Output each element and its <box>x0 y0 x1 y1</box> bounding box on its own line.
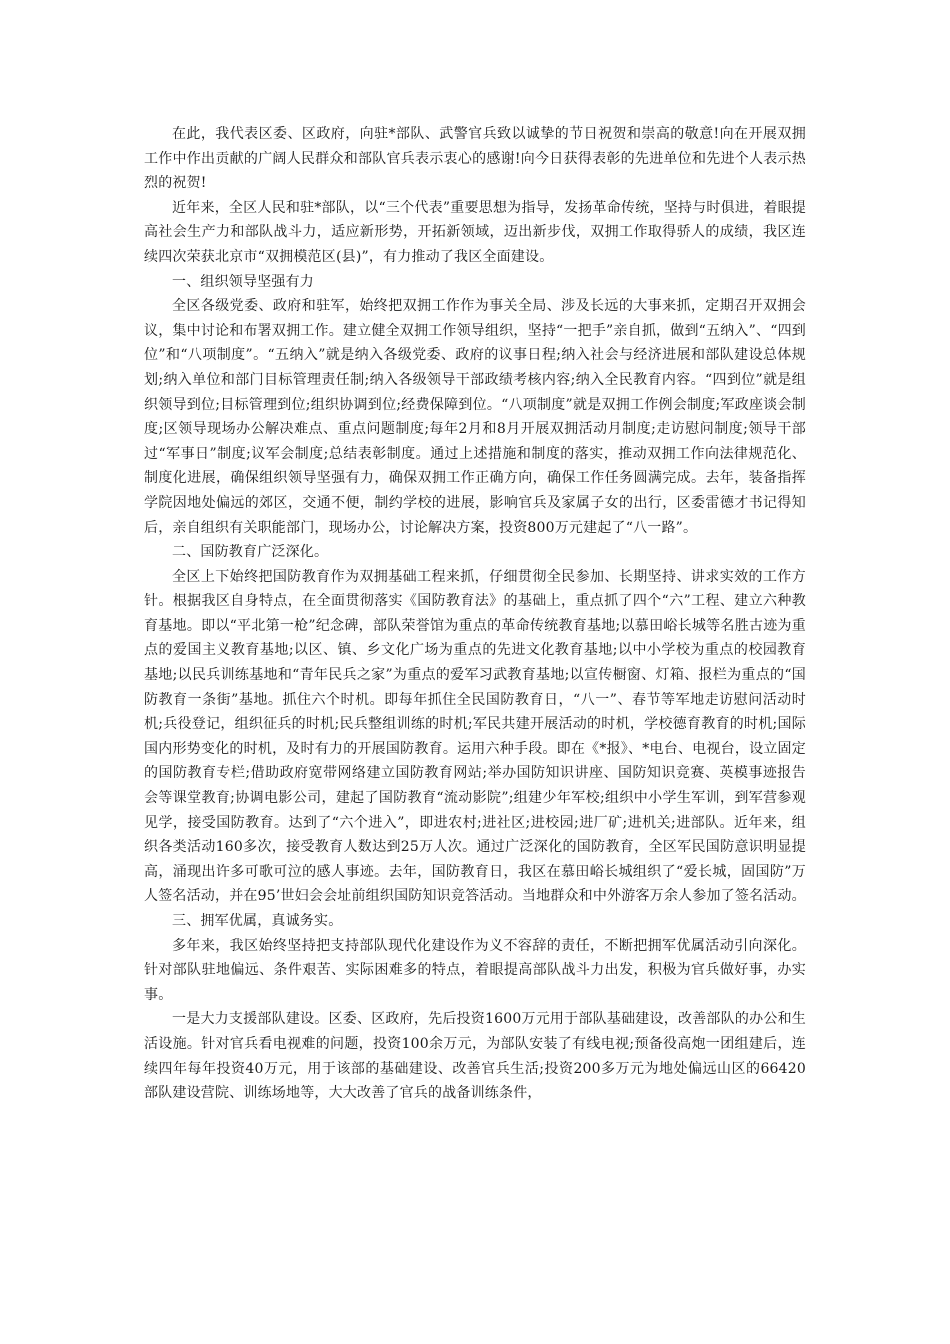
paragraph: 多年来，我区始终坚持把支持部队现代化建设作为义不容辞的责任，不断把拥军优属活动引向深化。针对部队驻地偏远、条件艰苦、实际困难多的特点，着眼提高部队战斗力出发，积极为官兵做好事，办实事。 <box>144 937 806 1003</box>
document-body <box>144 122 806 1106</box>
paragraph: 在此，我代表区委、区政府，向驻*部队、武警官兵致以诚挚的节日祝贺和崇高的敬意!向在开展双拥工作中作出贡献的广阔人民群众和部队官兵表示衷心的感谢!向今日获得表彰的先进单位和先进个人表示热烈的祝贺! <box>144 126 806 192</box>
paragraph: 一是大力支援部队建设。区委、区政府，先后投资1600万元用于部队基础建设，改善部队的办公和生活设施。针对官兵看电视难的问题，投资100余万元，为部队安装了有线电视;预备役高炮一团组建后，连续四年每年投资40万元，用于该部的基础建设、改善官兵生活;投资200多万元为地处偏远山区的66420部队建设营院、训练场地等，大大改善了官兵的战备训练条件， <box>144 1011 806 1102</box>
paragraph: 全区上下始终把国防教育作为双拥基础工程来抓，仔细贯彻全民参加、长期坚持、讲求实效的工作方针。根据我区自身特点，在全面贯彻落实《国防教育法》的基础上，重点抓了四个“六”工程、建立六种教育基地。即以“平北第一枪”纪念碑，部队荣誉馆为重点的革命传统教育基地;以慕田峪长城等名胜古迹为重点的爱国主义教育基地;以区、镇、乡文化广场为重点的先进文化教育基地;以中小学校为重点的校园教育基地;以民兵训练基地和“青年民兵之家”为重点的爱军习武教育基地;以宣传橱窗、灯箱、报栏为重点的“国防教育一条街”基地。抓住六个时机。即每年抓住全民国防教育日，“八一”、春节等军地走访慰问活动时机;兵役登记，组织征兵的时机;民兵整组训练的时机;军民共建开展活动的时机，学校德育教育的时机;国际国内形势变化的时机，及时有力的开展国防教育。运用六种手段。即在《*报》、*电台、电视台，设立固定的国防教育专栏;借助政府宽带网络建立国防教育网站;举办国防知识讲座、国防知识竞赛、英模事迹报告会等课堂教育;协调电影公司，建起了国防教育“流动影院”;组建少年军校;组织中小学生军训，到军营参观见学，接受国防教育。达到了“六个进入”，即进农村;进社区;进校园;进厂矿;进机关;进部队。近年来，组织各类活动160多次，接受教育人数达到25万人次。通过广泛深化的国防教育，全区军民国防意识明显提高，涌现出许多可歌可泣的感人事迹。去年，国防教育日，我区在慕田峪长城组织了“爱长城，固国防”万人签名活动，并在95’世妇会会址前组织国防知识竞答活动。当地群众和中外游客万余人参加了签名活动。 <box>144 568 806 905</box>
paragraph: 全区各级党委、政府和驻军，始终把双拥工作作为事关全局、涉及长远的大事来抓，定期召开双拥会议，集中讨论和布署双拥工作。建立健全双拥工作领导组织，坚持“一把手”亲自抓，做到“五纳入”、“四到位”和“八项制度”。“五纳入”就是纳入各级党委、政府的议事日程;纳入社会与经济进展和部队建设总体规划;纳入单位和部门目标管理责任制;纳入各级领导干部政绩考核内容;纳入全民教育内容。“四到位”就是组织领导到位;目标管理到位;组织协调到位;经费保障到位。“八项制度”就是双拥工作例会制度;军政座谈会制度;区领导现场办公解决难点、重点问题制度;每年2月和8月开展双拥活动月制度;走访慰问制度;领导干部过“军事日”制度;议军会制度;总结表彰制度。通过上述措施和制度的落实，推动双拥工作向法律规范化、制度化进展，确保组织领导坚强有力，确保双拥工作正确方向，确保工作任务圆满完成。去年，装备指挥学院因地处偏远的郊区，交通不便，制约学校的进展，影响官兵及家属子女的出行，区委雷德才书记得知后，亲自组织有关职能部门，现场办公，讨论解决方案，投资800万元建起了“八一路”。 <box>144 298 806 536</box>
section-heading: 二、国防教育广泛深化。 <box>172 544 329 561</box>
section-heading: 一、组织领导坚强有力 <box>172 273 314 290</box>
section-heading: 三、拥军优属，真诚务实。 <box>172 913 343 929</box>
paragraph: 近年来，全区人民和驻*部队，以“三个代表”重要思想为指导，发扬革命传统，坚持与时俱进，着眼提高社会生产力和部队战斗力，适应新形势，开拓新领域，迈出新步伐，双拥工作取得骄人的成绩，我区连续四次荣获北京市“双拥模范区(县)”，有力推动了我区全面建设。 <box>144 199 806 265</box>
